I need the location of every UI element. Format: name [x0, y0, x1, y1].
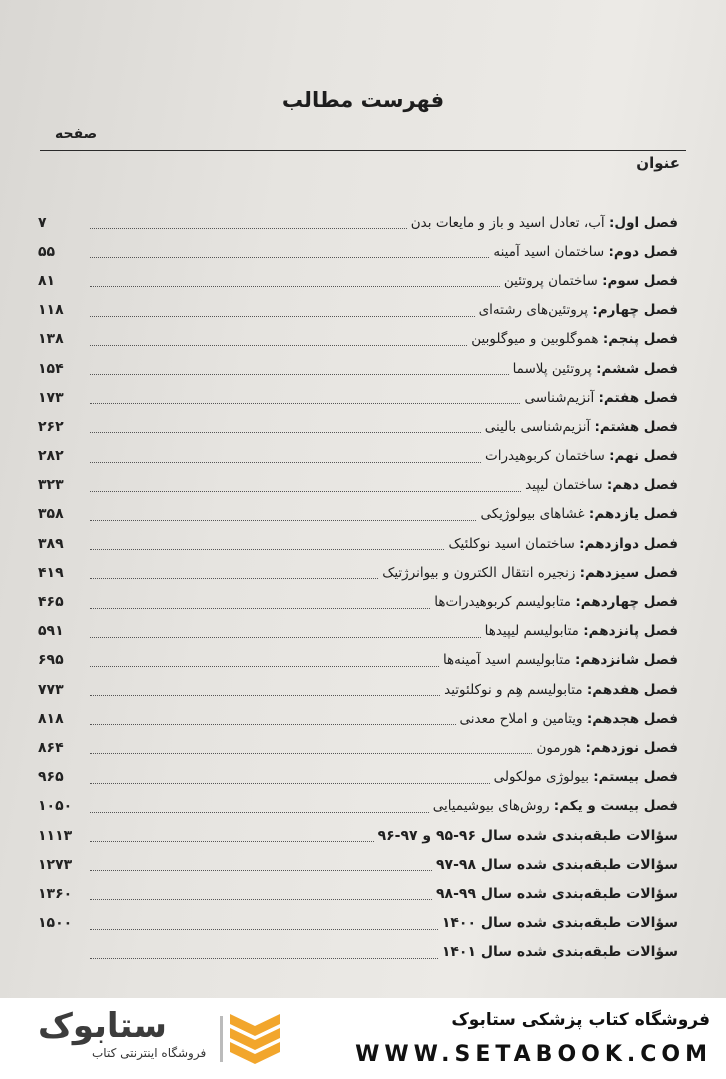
toc-row [38, 675, 678, 704]
chapter-label: فصل هجدهم: [586, 710, 678, 727]
toc-row [38, 850, 678, 879]
chapter-label: فصل دوم: [608, 243, 678, 260]
dot-leader [90, 887, 432, 900]
table-of-contents [38, 208, 678, 967]
chapter-title: ساختمان لیپید [525, 477, 603, 494]
dot-leader [90, 333, 467, 346]
toc-page-number: ۷ [38, 214, 47, 231]
book-stack-icon [220, 1010, 290, 1066]
toc-row [38, 442, 678, 471]
toc-entry [524, 390, 678, 406]
chapter-title: ساختمان پروتئین [503, 272, 598, 289]
toc-page-number: ۸۶۴ [38, 739, 64, 756]
toc-entry [448, 536, 678, 552]
toc-entry [434, 594, 678, 610]
toc-row [38, 792, 678, 821]
toc-row [38, 325, 678, 354]
page-title: فهرست مطالب [281, 88, 445, 112]
chapter-label: فصل چهارم: [592, 302, 678, 319]
toc-page-number: ۱۰۵۰ [38, 798, 73, 815]
toc-page-number: ۱۵۰۰ [38, 915, 73, 932]
toc-entry [504, 273, 678, 289]
chapter-label: فصل پنجم: [602, 331, 678, 348]
chapter-title: سؤالات طبقه‌بندی شده سال ۱۴۰۱ [441, 944, 678, 961]
chapter-title: متابولیسم اسید آمینه‌ها [442, 652, 571, 669]
chapter-label: فصل سوم: [602, 272, 678, 289]
toc-row [38, 383, 678, 412]
toc-row [38, 646, 678, 675]
chapter-label: فصل دوازدهم: [579, 535, 678, 552]
toc-entry [444, 682, 678, 698]
toc-entry [494, 769, 678, 785]
chapter-title: سؤالات طبقه‌بندی شده سال ۹۹-۹۸ [436, 885, 678, 902]
toc-page-number: ۱۱۱۳ [38, 827, 73, 844]
chapter-label: فصل اول: [608, 214, 678, 231]
chapter-title: آنزیم‌شناسی [524, 389, 595, 406]
toc-entry [433, 798, 678, 814]
chapter-title: بیولوژی مولکولی [493, 769, 589, 786]
dot-leader [90, 683, 440, 696]
dot-leader [90, 800, 429, 813]
toc-entry [443, 652, 678, 668]
shop-url: WWW.SETABOOK.COM [355, 1042, 712, 1067]
toc-row [38, 208, 678, 237]
chapter-label: فصل بیستم: [593, 769, 678, 786]
toc-row [38, 879, 678, 908]
toc-entry [513, 361, 678, 377]
chapter-label: فصل شانزدهم: [575, 652, 678, 669]
dot-leader [90, 858, 432, 871]
toc-row [38, 587, 678, 616]
dot-leader [90, 391, 520, 404]
logo-subtitle: فروشگاه اینترنتی کتاب [92, 1046, 207, 1060]
toc-row [38, 617, 678, 646]
chapter-label: فصل هشتم: [594, 418, 678, 435]
toc-page-number: ۴۱۹ [38, 564, 64, 581]
chapter-title: متابولیسم کربوهیدرات‌ها [434, 594, 572, 611]
chapter-title: هورمون [536, 739, 582, 756]
dot-leader [90, 245, 489, 258]
chapter-title: سؤالات طبقه‌بندی شده سال ۹۶-۹۵ و ۹۷-۹۶ [377, 827, 678, 844]
toc-row [38, 938, 678, 967]
toc-page-number: ۳۵۸ [38, 506, 64, 523]
chapter-label: فصل نهم: [609, 448, 678, 465]
toc-entry [493, 244, 678, 260]
chapter-label: فصل دهم: [606, 477, 678, 494]
dot-leader [90, 829, 374, 842]
toc-row [38, 237, 678, 266]
dot-leader [90, 450, 481, 463]
toc-row [38, 529, 678, 558]
toc-row [38, 412, 678, 441]
chapter-title: آنزیم‌شناسی بالینی [484, 418, 591, 435]
toc-entry [485, 448, 678, 464]
chapter-title: غشاهای بیولوژیکی [480, 506, 585, 523]
toc-entry [442, 944, 678, 960]
toc-entry [382, 565, 678, 581]
dot-leader [90, 420, 481, 433]
chapter-label: فصل یازدهم: [588, 506, 678, 523]
toc-entry [436, 886, 678, 902]
toc-page-number: ۴۶۵ [38, 594, 64, 611]
toc-page-number: ۱۳۸ [38, 331, 64, 348]
logo-wordmark: ستابوک [38, 1006, 167, 1046]
toc-page-number: ۲۸۲ [38, 448, 64, 465]
chapter-title: سؤالات طبقه‌بندی شده سال ۹۸-۹۷ [436, 856, 678, 873]
toc-row [38, 558, 678, 587]
toc-entry [525, 477, 678, 493]
dot-leader [90, 771, 490, 784]
toc-entry [485, 623, 678, 639]
toc-entry [485, 419, 678, 435]
dot-leader [90, 654, 439, 667]
chapter-title: آب، تعادل اسید و باز و مایعات بدن [410, 214, 605, 231]
toc-row [38, 704, 678, 733]
dot-leader [90, 566, 378, 579]
toc-entry [460, 711, 678, 727]
toc-row [38, 763, 678, 792]
chapter-title: ساختمان اسید نوکلئیک [448, 535, 575, 552]
toc-page-number: ۵۹۱ [38, 623, 64, 640]
toc-page-number: ۱۳۶۰ [38, 885, 73, 902]
toc-row [38, 733, 678, 762]
dot-leader [90, 946, 438, 959]
dot-leader [90, 274, 500, 287]
toc-page-number: ۳۸۹ [38, 535, 64, 552]
dot-leader [90, 741, 532, 754]
toc-page-number: ۶۹۵ [38, 652, 64, 669]
chapter-title: متابولیسم هِم و نوکلئوتید [444, 681, 583, 698]
dot-leader [90, 625, 481, 638]
store-banner [0, 998, 726, 1079]
toc-row [38, 500, 678, 529]
dot-leader [90, 917, 438, 930]
toc-row [38, 471, 678, 500]
chapter-title: سؤالات طبقه‌بندی شده سال ۱۴۰۰ [441, 915, 678, 932]
toc-entry [471, 331, 678, 347]
dot-leader [90, 712, 456, 725]
toc-page-number: ۸۱ [38, 272, 56, 289]
toc-page-number: ۱۱۸ [38, 302, 64, 319]
toc-entry [411, 215, 678, 231]
toc-entry [436, 857, 678, 873]
chapter-label: فصل پانزدهم: [583, 623, 678, 640]
header-divider [40, 150, 686, 151]
title-column-header: عنوان [636, 154, 680, 172]
chapter-label: فصل نوزدهم: [585, 739, 678, 756]
chapter-title: پروتئین‌های رشته‌ای [478, 302, 589, 319]
toc-entry [536, 740, 678, 756]
toc-page-number: ۲۶۲ [38, 418, 64, 435]
dot-leader [90, 362, 509, 375]
chapter-label: فصل بیست و یکم: [553, 798, 678, 815]
toc-row [38, 821, 678, 850]
dot-leader [90, 479, 521, 492]
toc-entry [480, 506, 678, 522]
chapter-title: ویتامین و املاح معدنی [459, 710, 583, 727]
chapter-label: فصل هفدهم: [586, 681, 678, 698]
chapter-label: فصل چهاردهم: [575, 594, 678, 611]
toc-page-number: ۱۵۴ [38, 360, 64, 377]
toc-page-number: ۵۵ [38, 243, 56, 260]
toc-row [38, 266, 678, 295]
toc-page-number: ۹۶۵ [38, 769, 64, 786]
chapter-title: زنجیره انتقال الکترون و بیوانرژتیک [382, 564, 576, 581]
toc-row [38, 909, 678, 938]
dot-leader [90, 216, 407, 229]
setabook-logo [30, 1006, 290, 1070]
chapter-title: ساختمان کربوهیدرات [485, 448, 605, 465]
dot-leader [90, 537, 444, 550]
shop-name: فروشگاه کتاب پزشکی ستابوک [451, 1010, 710, 1030]
page-column-header: صفحه [55, 126, 98, 142]
toc-entry [442, 915, 678, 931]
chapter-title: پروتئین پلاسما [512, 360, 592, 377]
toc-entry [378, 828, 678, 844]
toc-page-number: ۸۱۸ [38, 710, 64, 727]
toc-page-number: ۳۲۳ [38, 477, 64, 494]
toc-page-number: ۱۲۷۳ [38, 856, 73, 873]
dot-leader [90, 304, 475, 317]
chapter-title: روش‌های بیوشیمیایی [432, 798, 550, 815]
chapter-label: فصل ششم: [596, 360, 678, 377]
dot-leader [90, 508, 476, 521]
chapter-title: هموگلوبین و میوگلوبین [471, 331, 599, 348]
toc-page-number: ۷۷۳ [38, 681, 64, 698]
dot-leader [90, 596, 430, 609]
toc-entry [479, 302, 678, 318]
toc-row [38, 354, 678, 383]
chapter-label: فصل سیزدهم: [579, 564, 678, 581]
chapter-title: ساختمان اسید آمینه [493, 243, 605, 260]
chapter-label: فصل هفتم: [598, 389, 678, 406]
chapter-title: متابولیسم لیپیدها [484, 623, 579, 640]
toc-row [38, 296, 678, 325]
toc-page-number: ۱۷۳ [38, 389, 64, 406]
